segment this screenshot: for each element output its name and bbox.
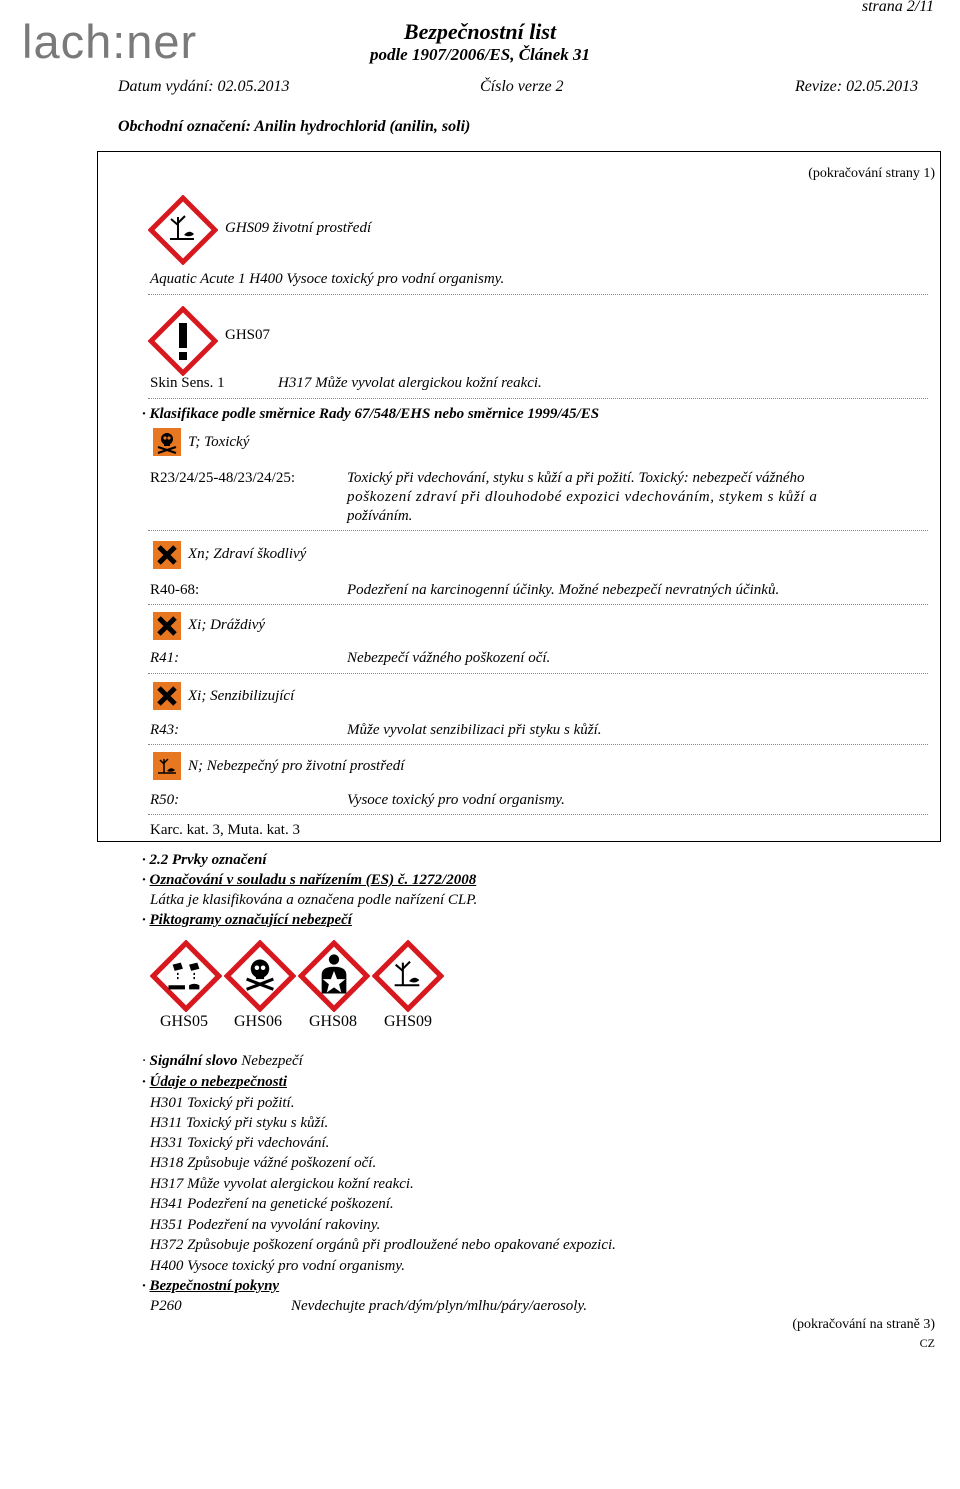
exclamation-mark-icon (148, 306, 218, 376)
saint-andrews-cross-icon (153, 612, 181, 640)
h-statement: H331 Toxický při vdechování. (150, 1135, 330, 1151)
xn-label: Xn; Zdraví škodlivý (188, 546, 307, 562)
h-statement: H317 Může vyvolat alergickou kožní reakci. (150, 1176, 414, 1192)
document-subtitle: podle 1907/2006/ES, Článek 31 (369, 45, 591, 64)
page-number: strana 2/11 (861, 0, 934, 15)
h-statement: H318 Způsobuje vážné poškození očí. (150, 1155, 377, 1171)
r41-text: Nebezpečí vážného poškození očí. (347, 650, 551, 666)
xn-symbol (153, 541, 181, 569)
health-hazard-icon (298, 940, 370, 1012)
aquatic-classification: Aquatic Acute 1 H400 Vysoce toxický pro vodní organismy. (150, 271, 505, 287)
date-issued: Datum vydání: 02.05.2013 (118, 78, 290, 95)
environment-hazard-icon (372, 940, 444, 1012)
ghs07-pictogram (148, 306, 218, 381)
ghs05-label: GHS05 (160, 1013, 209, 1030)
continuation-from: (pokračování strany 1) (808, 166, 935, 181)
skull-crossbones-icon (224, 940, 296, 1012)
saint-andrews-cross-icon (153, 682, 181, 710)
document-title: Bezpečnostní list (403, 19, 557, 44)
xi-irritant-label: Xi; Dráždivý (188, 617, 266, 633)
saint-andrews-cross-icon (153, 541, 181, 569)
precautionary-heading: · Bezpečnostní pokyny (142, 1278, 280, 1294)
ghs06-label: GHS06 (234, 1013, 283, 1030)
version-number: Číslo verze 2 (480, 78, 564, 95)
hazard-statements-heading: · Údaje o nebezpečnosti (142, 1074, 287, 1090)
xi-sensitizing-symbol (153, 682, 181, 710)
ghs07-label: GHS07 (225, 327, 271, 343)
company-logo: lach:ner (22, 15, 198, 68)
pictograms-heading: · Piktogramy označující nebezpečí (142, 912, 352, 928)
ghs09-section-pictogram (372, 940, 444, 1017)
p260-code: P260 (150, 1298, 182, 1314)
ghs09-pictogram (148, 195, 218, 270)
r50-text: Vysoce toxický pro vodní organismy. (347, 792, 565, 808)
h-statement: H400 Vysoce toxický pro vodní organismy. (150, 1258, 405, 1274)
corrosion-icon (150, 940, 222, 1012)
xi-irritant-symbol (153, 612, 181, 640)
h-statement: H351 Podezření na vyvolání rakoviny. (150, 1217, 381, 1233)
signal-word: · Signální slovo Nebezpečí (142, 1053, 303, 1069)
dsd-classification-heading: · Klasifikace podle směrnice Rady 67/548/EHS nebo směrnice 1999/45/ES (142, 406, 600, 422)
r23-line2: poškození zdraví při dlouhodobé expozici vdechováním, stykem s kůží a (347, 489, 818, 505)
h-statement: H372 Způsobuje poškození orgánů při prodloužené nebo opakované expozici. (150, 1237, 616, 1253)
section-2-2-heading: · 2.2 Prvky označení (142, 852, 267, 868)
trade-name: Obchodní označení: Anilin hydrochlorid (anilin, soli) (118, 118, 471, 135)
ghs06-pictogram (224, 940, 296, 1017)
environment-hazard-icon (148, 195, 218, 265)
r41-code: R41: (150, 650, 180, 666)
r50-code: R50: (150, 792, 180, 808)
skin-sens-text: H317 Může vyvolat alergickou kožní reakci. (278, 375, 542, 391)
skin-sens-class: Skin Sens. 1 (150, 375, 225, 391)
dead-tree-fish-icon (153, 752, 181, 780)
n-label: N; Nebezpečný pro životní prostředí (188, 758, 405, 774)
xi-sensitizing-label: Xi; Senzibilizující (188, 688, 295, 704)
h-statement: H311 Toxický při styku s kůží. (150, 1115, 329, 1131)
continuation-to: (pokračování na straně 3) (792, 1317, 935, 1332)
r43-text: Může vyvolat senzibilizaci při styku s kůží. (347, 722, 602, 738)
r43-code: R43: (150, 722, 180, 738)
skull-crossbones-icon (153, 428, 181, 456)
ghs05-pictogram (150, 940, 222, 1017)
r40-text: Podezření na karcinogenní účinky. Možné nebezpečí nevratných účinků. (347, 582, 780, 598)
clp-classified-text: Látka je klasifikována a označena podle nařízení CLP. (150, 892, 478, 908)
toxic-symbol (153, 428, 181, 456)
p260-text: Nevdechujte prach/dým/plyn/mlhu/páry/aerosoly. (291, 1298, 588, 1314)
ghs09-label: GHS09 životní prostředí (225, 220, 372, 236)
r23-code: R23/24/25-48/23/24/25: (150, 470, 296, 486)
clp-labelling-heading: · Označování v souladu s nařízením (ES) č. 1272/2008 (142, 872, 477, 888)
t-label: T; Toxický (188, 434, 250, 450)
ghs09-section-label: GHS09 (384, 1013, 433, 1030)
r23-line3: požíváním. (347, 508, 413, 524)
carcinogen-category: Karc. kat. 3, Muta. kat. 3 (150, 822, 300, 838)
r23-line1: Toxický při vdechování, styku s kůží a při požití. Toxický: nebezpečí vážného (347, 470, 805, 486)
ghs08-label: GHS08 (309, 1013, 358, 1030)
n-symbol (153, 752, 181, 780)
revision-date: Revize: 02.05.2013 (795, 78, 919, 95)
h-statement: H341 Podezření na genetické poškození. (150, 1196, 394, 1212)
r40-code: R40-68: (150, 582, 200, 598)
ghs08-pictogram (298, 940, 370, 1017)
h-statement: H301 Toxický při požití. (150, 1095, 295, 1111)
language-code: CZ (919, 1336, 935, 1350)
